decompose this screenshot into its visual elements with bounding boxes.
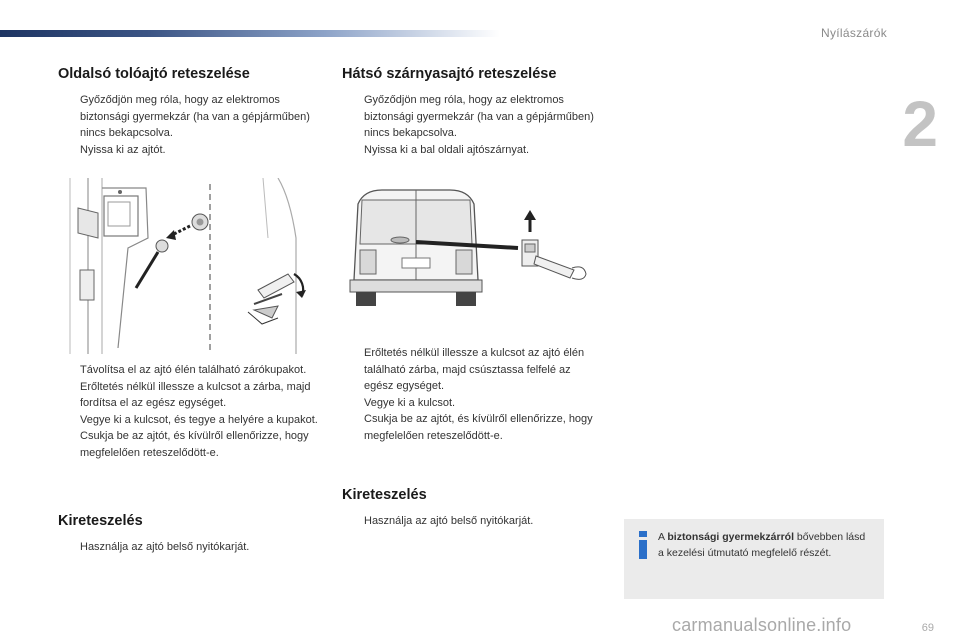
watermark: carmanualsonline.info [672,615,852,635]
list-item: Győződjön meg róla, hogy az elektromos biztonsági gyermekzár (ha van a gépjárműben) nincs bekapcsolva. [80,94,310,139]
left-unlock-section [58,513,320,556]
right-section-title: Hátsó szárnyasajtó reteszelése [342,66,557,82]
left-bullets-bottom [58,362,320,461]
list-item: Nyissa ki az ajtót. [80,143,166,156]
chapter-number: 2 [902,88,938,160]
info-text: A biztonsági gyermekzárról bővebben lásd a kezelési útmutató megfelelő részét. [658,531,866,559]
sliding-door-lock-illustration [58,178,320,354]
list-item: Vegye ki a kulcsot. [364,396,456,409]
left-section-title: Oldalsó tolóajtó reteszelése [58,66,250,82]
right-unlock-title: Kireteszelés [342,487,427,503]
left-bullets-top [58,92,320,158]
list-item: Használja az ajtó belső nyitókarját. [80,541,250,553]
list-item: Csukja be az ajtót, és kívülről ellenőrizze, hogy megfelelően reteszelődött-e. [80,430,309,459]
rear-door-lock-illustration [342,184,600,312]
list-item: Győződjön meg róla, hogy az elektromos biztonsági gyermekzár (ha van a gépjárműben) nincs bekapcsolva. [364,94,594,139]
page-number: 69 [921,622,934,634]
list-item: Használja az ajtó belső nyitókarját. [364,515,534,527]
list-item: Erőltetés nélkül illessze a kulcsot az ajtó élén található zárba, majd csúsztassa felfelé az egész egységet. [364,347,585,392]
left-unlock-title: Kireteszelés [58,513,143,529]
right-section-steps [342,345,600,444]
list-item: Erőltetés nélkül illessze a kulcsot a zárba, majd fordítsa el az egész egységet. [80,380,311,409]
list-item: Vegye ki a kulcsot, és tegye a helyére a kupakot. [80,413,318,426]
right-bullets-top [342,92,600,158]
info-bold-term: biztonsági gyermekzárról [667,531,794,543]
right-unlock-bullets [342,513,600,530]
left-section-steps [58,362,320,461]
info-icon [635,531,651,559]
header-gradient-bar [0,30,500,37]
right-unlock-section [342,487,600,530]
section-name: Nyílászárók [821,26,887,40]
right-bullets-bottom [342,345,600,444]
right-section [342,66,600,158]
list-item: Csukja be az ajtót, és kívülről ellenőrizze, hogy megfelelően reteszelődött-e. [364,413,593,442]
left-section [58,66,320,158]
list-item: Távolítsa el az ajtó élén található zárókupakot. [80,364,307,376]
left-unlock-bullets [58,539,320,556]
list-item: Nyissa ki a bal oldali ajtószárnyat. [364,143,530,156]
info-box [624,519,884,599]
